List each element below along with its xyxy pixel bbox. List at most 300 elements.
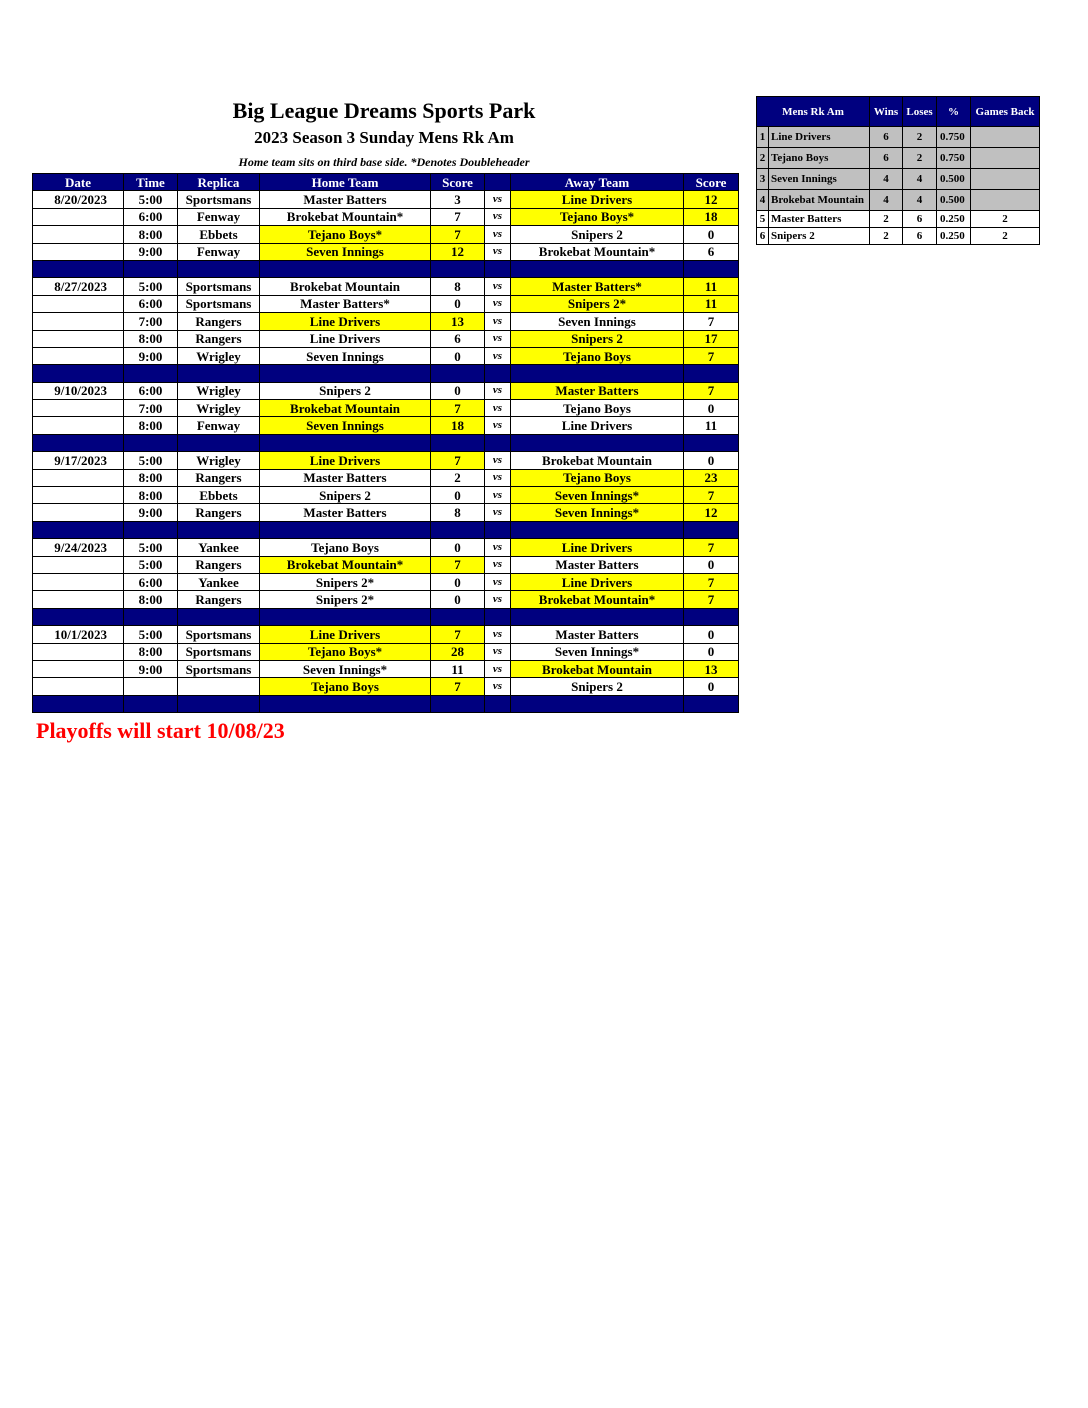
separator-cell	[33, 521, 124, 538]
standing-rank: 3	[757, 169, 769, 190]
game-date	[33, 504, 124, 521]
home-score: 28	[431, 643, 485, 660]
week-separator	[33, 521, 739, 538]
away-score: 12	[684, 191, 739, 208]
standings-col-division: Mens Rk Am	[757, 97, 870, 127]
game-date	[33, 660, 124, 677]
separator-cell	[684, 695, 739, 712]
game-date	[33, 643, 124, 660]
away-team: Seven Innings	[511, 313, 684, 330]
standings-body	[757, 127, 1040, 245]
home-score: 8	[431, 278, 485, 295]
table-row	[33, 643, 739, 660]
standing-wins: 2	[870, 228, 903, 245]
home-score: 7	[431, 678, 485, 695]
standing-games-back	[971, 148, 1040, 169]
away-team: Snipers 2	[511, 330, 684, 347]
col-home-score: Score	[431, 174, 485, 191]
separator-cell	[511, 608, 684, 625]
standing-team: Snipers 2	[769, 228, 870, 245]
separator-cell	[260, 608, 431, 625]
standing-rank: 1	[757, 127, 769, 148]
home-score: 0	[431, 347, 485, 364]
vs-label: vs	[485, 487, 511, 504]
standing-pct: 0.250	[937, 211, 971, 228]
home-score: 0	[431, 487, 485, 504]
table-row	[33, 660, 739, 677]
standing-team: Tejano Boys	[769, 148, 870, 169]
away-team: Master Batters	[511, 556, 684, 573]
separator-cell	[260, 365, 431, 382]
standing-team: Master Batters	[769, 211, 870, 228]
home-team: Line Drivers	[260, 330, 431, 347]
home-team: Line Drivers	[260, 313, 431, 330]
standing-wins: 2	[870, 211, 903, 228]
vs-label: vs	[485, 382, 511, 399]
vs-label: vs	[485, 539, 511, 556]
vs-label: vs	[485, 313, 511, 330]
home-team: Brokebat Mountain	[260, 278, 431, 295]
away-score: 7	[684, 573, 739, 590]
home-team: Tejano Boys*	[260, 226, 431, 243]
standing-loses: 6	[903, 228, 937, 245]
home-team: Brokebat Mountain*	[260, 208, 431, 225]
away-score: 12	[684, 504, 739, 521]
game-date: 10/1/2023	[33, 626, 124, 643]
home-score: 3	[431, 191, 485, 208]
week-separator	[33, 434, 739, 451]
game-field: Fenway	[178, 417, 260, 434]
game-time: 6:00	[124, 382, 178, 399]
table-row	[33, 226, 739, 243]
home-score: 12	[431, 243, 485, 260]
table-row	[33, 347, 739, 364]
away-team: Line Drivers	[511, 417, 684, 434]
separator-cell	[431, 260, 485, 277]
away-team: Snipers 2	[511, 226, 684, 243]
separator-cell	[260, 695, 431, 712]
away-team: Brokebat Mountain	[511, 660, 684, 677]
game-time: 5:00	[124, 556, 178, 573]
game-field: Rangers	[178, 591, 260, 608]
game-field: Wrigley	[178, 452, 260, 469]
separator-cell	[431, 521, 485, 538]
table-row	[33, 295, 739, 312]
separator-cell	[124, 695, 178, 712]
standings-col-pct: %	[937, 97, 971, 127]
home-score: 2	[431, 469, 485, 486]
vs-label: vs	[485, 400, 511, 417]
game-date	[33, 330, 124, 347]
col-date: Date	[33, 174, 124, 191]
game-time: 7:00	[124, 400, 178, 417]
separator-cell	[124, 260, 178, 277]
vs-label: vs	[485, 347, 511, 364]
standing-team: Seven Innings	[769, 169, 870, 190]
vs-label: vs	[485, 278, 511, 295]
game-time: 8:00	[124, 487, 178, 504]
away-team: Master Batters	[511, 626, 684, 643]
separator-cell	[178, 365, 260, 382]
separator-cell	[33, 260, 124, 277]
home-team: Seven Innings	[260, 243, 431, 260]
away-score: 0	[684, 643, 739, 660]
vs-label: vs	[485, 191, 511, 208]
game-date	[33, 417, 124, 434]
game-field: Yankee	[178, 573, 260, 590]
vs-label: vs	[485, 504, 511, 521]
game-date	[33, 469, 124, 486]
home-score: 7	[431, 556, 485, 573]
away-score: 0	[684, 678, 739, 695]
vs-label: vs	[485, 591, 511, 608]
vs-label: vs	[485, 208, 511, 225]
separator-cell	[511, 695, 684, 712]
game-field: Wrigley	[178, 400, 260, 417]
vs-label: vs	[485, 295, 511, 312]
game-field: Wrigley	[178, 347, 260, 364]
table-row	[33, 417, 739, 434]
away-team: Master Batters*	[511, 278, 684, 295]
col-vs	[485, 174, 511, 191]
game-time: 9:00	[124, 243, 178, 260]
game-time: 5:00	[124, 191, 178, 208]
game-field: Wrigley	[178, 382, 260, 399]
away-score: 0	[684, 400, 739, 417]
game-time: 6:00	[124, 573, 178, 590]
game-field: Sportsmans	[178, 295, 260, 312]
week-separator	[33, 608, 739, 625]
away-score: 17	[684, 330, 739, 347]
away-score: 18	[684, 208, 739, 225]
table-row	[33, 626, 739, 643]
separator-cell	[684, 608, 739, 625]
game-date	[33, 347, 124, 364]
vs-label: vs	[485, 469, 511, 486]
standing-rank: 2	[757, 148, 769, 169]
standing-games-back	[971, 127, 1040, 148]
separator-cell	[33, 365, 124, 382]
game-time: 5:00	[124, 452, 178, 469]
col-replica: Replica	[178, 174, 260, 191]
game-time: 5:00	[124, 278, 178, 295]
game-date	[33, 243, 124, 260]
game-date: 9/10/2023	[33, 382, 124, 399]
standings-col-wins: Wins	[870, 97, 903, 127]
home-score: 0	[431, 382, 485, 399]
away-score: 7	[684, 313, 739, 330]
game-field: Fenway	[178, 243, 260, 260]
separator-cell	[33, 608, 124, 625]
separator-cell	[260, 521, 431, 538]
vs-label: vs	[485, 226, 511, 243]
standing-rank: 5	[757, 211, 769, 228]
standing-games-back	[971, 190, 1040, 211]
game-date	[33, 678, 124, 695]
game-field: Sportsmans	[178, 643, 260, 660]
home-team: Brokebat Mountain*	[260, 556, 431, 573]
home-score: 8	[431, 504, 485, 521]
separator-cell	[124, 608, 178, 625]
schedule-header-row	[33, 174, 739, 191]
standing-pct: 0.500	[937, 169, 971, 190]
separator-cell	[178, 521, 260, 538]
standing-wins: 6	[870, 127, 903, 148]
standing-games-back	[971, 169, 1040, 190]
page-title: Big League Dreams Sports Park	[232, 98, 536, 123]
game-date	[33, 295, 124, 312]
game-time: 6:00	[124, 208, 178, 225]
separator-cell	[260, 434, 431, 451]
home-team: Line Drivers	[260, 626, 431, 643]
standing-loses: 2	[903, 127, 937, 148]
away-team: Tejano Boys	[511, 400, 684, 417]
game-field: Ebbets	[178, 226, 260, 243]
separator-cell	[178, 608, 260, 625]
game-date	[33, 591, 124, 608]
game-date	[33, 208, 124, 225]
away-team: Line Drivers	[511, 191, 684, 208]
game-time: 5:00	[124, 626, 178, 643]
away-team: Snipers 2*	[511, 295, 684, 312]
vs-label: vs	[485, 417, 511, 434]
standing-loses: 6	[903, 211, 937, 228]
home-score: 7	[431, 208, 485, 225]
separator-cell	[485, 365, 511, 382]
standing-loses: 4	[903, 190, 937, 211]
standing-wins: 6	[870, 148, 903, 169]
game-field: Rangers	[178, 313, 260, 330]
away-score: 7	[684, 382, 739, 399]
standing-wins: 4	[870, 190, 903, 211]
away-team: Tejano Boys	[511, 347, 684, 364]
vs-label: vs	[485, 678, 511, 695]
table-row	[33, 400, 739, 417]
separator-cell	[485, 695, 511, 712]
game-time: 9:00	[124, 660, 178, 677]
table-row	[33, 382, 739, 399]
game-field: Fenway	[178, 208, 260, 225]
standings-table	[756, 96, 1040, 245]
away-score: 11	[684, 417, 739, 434]
separator-cell	[431, 365, 485, 382]
separator-cell	[33, 695, 124, 712]
home-score: 18	[431, 417, 485, 434]
home-team: Tejano Boys	[260, 539, 431, 556]
separator-cell	[684, 521, 739, 538]
home-team: Snipers 2	[260, 382, 431, 399]
table-row	[33, 452, 739, 469]
game-field: Rangers	[178, 330, 260, 347]
separator-cell	[178, 434, 260, 451]
separator-cell	[485, 608, 511, 625]
standings-row	[757, 211, 1040, 228]
table-row	[33, 313, 739, 330]
home-team: Tejano Boys*	[260, 643, 431, 660]
away-score: 0	[684, 226, 739, 243]
game-date	[33, 487, 124, 504]
away-score: 0	[684, 556, 739, 573]
vs-label: vs	[485, 643, 511, 660]
separator-cell	[124, 365, 178, 382]
schedule-body	[33, 191, 739, 713]
game-field: Ebbets	[178, 487, 260, 504]
home-team: Seven Innings*	[260, 660, 431, 677]
game-date	[33, 313, 124, 330]
game-field: Rangers	[178, 469, 260, 486]
vs-label: vs	[485, 660, 511, 677]
table-row	[33, 539, 739, 556]
game-time: 8:00	[124, 226, 178, 243]
away-team: Master Batters	[511, 382, 684, 399]
standing-loses: 2	[903, 148, 937, 169]
game-field: Sportsmans	[178, 278, 260, 295]
home-score: 7	[431, 400, 485, 417]
home-score: 6	[431, 330, 485, 347]
table-row	[33, 469, 739, 486]
game-time: 8:00	[124, 330, 178, 347]
separator-cell	[511, 260, 684, 277]
standing-games-back: 2	[971, 228, 1040, 245]
schedule-note: Home team sits on third base side. *Denotes Doubleheader	[238, 155, 530, 169]
table-row	[33, 243, 739, 260]
game-date: 8/20/2023	[33, 191, 124, 208]
table-row	[33, 191, 739, 208]
away-team: Snipers 2	[511, 678, 684, 695]
separator-cell	[684, 365, 739, 382]
game-time: 8:00	[124, 469, 178, 486]
away-team: Seven Innings*	[511, 487, 684, 504]
game-date	[33, 573, 124, 590]
separator-cell	[431, 434, 485, 451]
separator-cell	[684, 260, 739, 277]
home-team: Snipers 2*	[260, 591, 431, 608]
standings-col-games-back: Games Back	[971, 97, 1040, 127]
standings-header-row	[757, 97, 1040, 127]
table-row	[33, 556, 739, 573]
separator-cell	[511, 365, 684, 382]
separator-cell	[684, 434, 739, 451]
separator-cell	[485, 521, 511, 538]
game-date: 8/27/2023	[33, 278, 124, 295]
away-score: 7	[684, 539, 739, 556]
away-team: Line Drivers	[511, 539, 684, 556]
away-score: 6	[684, 243, 739, 260]
standing-team: Brokebat Mountain	[769, 190, 870, 211]
separator-cell	[431, 608, 485, 625]
game-field: Rangers	[178, 504, 260, 521]
home-team: Tejano Boys	[260, 678, 431, 695]
game-date	[33, 400, 124, 417]
home-score: 7	[431, 226, 485, 243]
standing-pct: 0.250	[937, 228, 971, 245]
game-field	[178, 678, 260, 695]
home-score: 11	[431, 660, 485, 677]
away-team: Brokebat Mountain	[511, 452, 684, 469]
away-team: Tejano Boys*	[511, 208, 684, 225]
vs-label: vs	[485, 243, 511, 260]
game-time: 8:00	[124, 643, 178, 660]
standing-rank: 6	[757, 228, 769, 245]
table-row	[33, 591, 739, 608]
separator-cell	[485, 434, 511, 451]
home-score: 13	[431, 313, 485, 330]
table-row	[33, 678, 739, 695]
standings-col-loses: Loses	[903, 97, 937, 127]
separator-cell	[178, 695, 260, 712]
standing-pct: 0.750	[937, 127, 971, 148]
game-date: 9/24/2023	[33, 539, 124, 556]
separator-cell	[511, 521, 684, 538]
col-time: Time	[124, 174, 178, 191]
vs-label: vs	[485, 452, 511, 469]
away-team: Seven Innings*	[511, 504, 684, 521]
away-score: 11	[684, 295, 739, 312]
away-team: Brokebat Mountain*	[511, 243, 684, 260]
game-time: 8:00	[124, 417, 178, 434]
game-time: 9:00	[124, 504, 178, 521]
separator-cell	[124, 434, 178, 451]
home-score: 0	[431, 539, 485, 556]
game-time: 6:00	[124, 295, 178, 312]
home-team: Master Batters	[260, 469, 431, 486]
home-team: Seven Innings	[260, 417, 431, 434]
table-row	[33, 208, 739, 225]
standings-row	[757, 190, 1040, 211]
standing-team: Line Drivers	[769, 127, 870, 148]
home-score: 0	[431, 591, 485, 608]
week-separator	[33, 365, 739, 382]
standing-loses: 4	[903, 169, 937, 190]
game-time: 5:00	[124, 539, 178, 556]
game-field: Sportsmans	[178, 191, 260, 208]
standings-row	[757, 127, 1040, 148]
home-team: Brokebat Mountain	[260, 400, 431, 417]
vs-label: vs	[485, 330, 511, 347]
separator-cell	[431, 695, 485, 712]
game-date	[33, 226, 124, 243]
game-date	[33, 556, 124, 573]
home-score: 7	[431, 626, 485, 643]
vs-label: vs	[485, 626, 511, 643]
away-team: Tejano Boys	[511, 469, 684, 486]
home-score: 7	[431, 452, 485, 469]
standing-pct: 0.750	[937, 148, 971, 169]
game-field: Yankee	[178, 539, 260, 556]
away-score: 7	[684, 487, 739, 504]
game-field: Sportsmans	[178, 660, 260, 677]
table-row	[33, 278, 739, 295]
standings-row	[757, 169, 1040, 190]
home-team: Line Drivers	[260, 452, 431, 469]
schedule-table	[32, 173, 739, 713]
page-subtitle: 2023 Season 3 Sunday Mens Rk Am	[254, 128, 514, 147]
home-team: Snipers 2*	[260, 573, 431, 590]
standings-row	[757, 148, 1040, 169]
game-time: 8:00	[124, 591, 178, 608]
col-away-team: Away Team	[511, 174, 684, 191]
away-score: 0	[684, 626, 739, 643]
away-team: Brokebat Mountain*	[511, 591, 684, 608]
standing-games-back: 2	[971, 211, 1040, 228]
home-score: 0	[431, 573, 485, 590]
standing-pct: 0.500	[937, 190, 971, 211]
separator-cell	[511, 434, 684, 451]
separator-cell	[178, 260, 260, 277]
home-team: Seven Innings	[260, 347, 431, 364]
home-team: Snipers 2	[260, 487, 431, 504]
home-score: 0	[431, 295, 485, 312]
